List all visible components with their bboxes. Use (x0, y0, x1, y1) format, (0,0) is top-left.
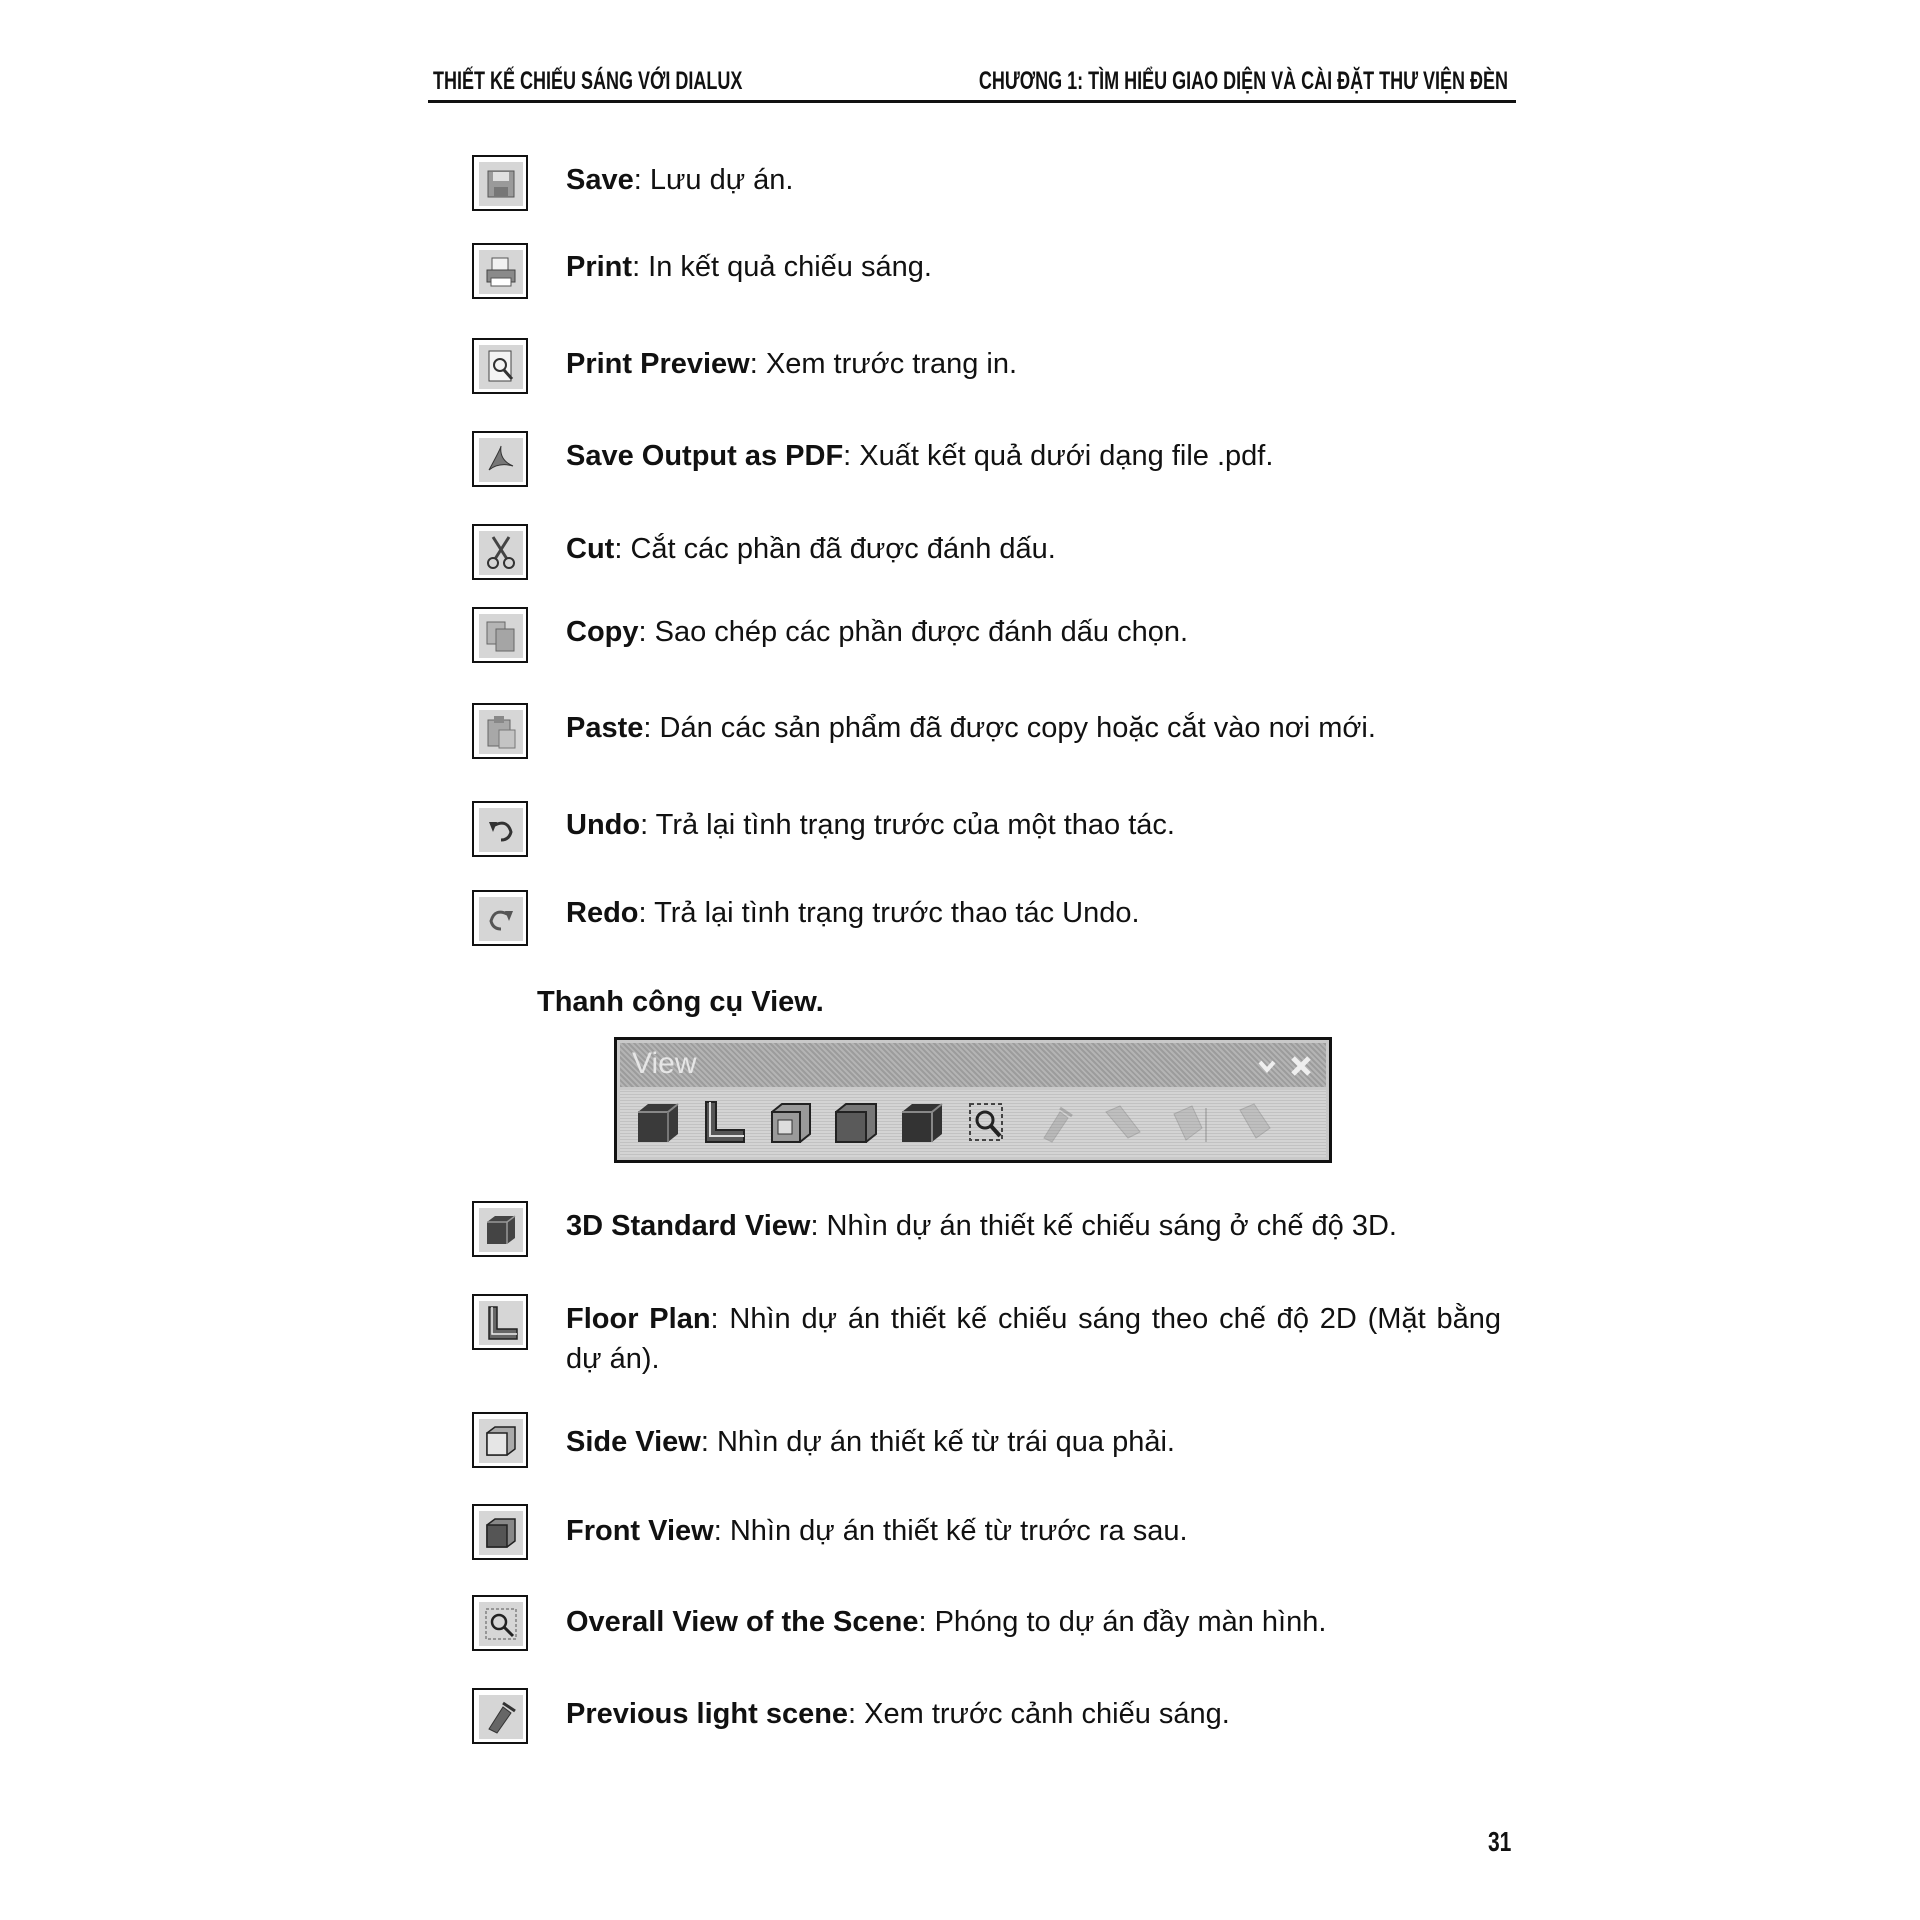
view-toolbar-window (614, 1037, 1332, 1163)
list-item-print (566, 247, 1501, 287)
3d-box-icon[interactable] (896, 1098, 950, 1148)
close-icon[interactable] (1288, 1053, 1314, 1079)
cut-icon (472, 524, 528, 580)
list-item-copy (566, 612, 1501, 652)
term: Copy (566, 616, 639, 648)
previous-light-scene-icon[interactable] (1030, 1098, 1084, 1148)
running-header-chapter-title: CHƯƠNG 1: TÌM HIỂU GIAO DIỆN VÀ CÀI ĐẶT THƯ VIỆN ĐÈN (978, 67, 1508, 95)
list-item-save (566, 160, 1501, 200)
print-icon (472, 243, 528, 299)
description: : Nhìn dự án thiết kế từ trước ra sau. (713, 1515, 1188, 1547)
description: : Sao chép các phần được đánh dấu chọn. (638, 616, 1189, 648)
description: : Phóng to dự án đầy màn hình. (918, 1606, 1327, 1638)
undo-icon (472, 801, 528, 857)
list-item-previous-light-scene (566, 1694, 1501, 1734)
term: Cut (566, 533, 615, 565)
overall-view-icon (472, 1595, 528, 1651)
front-view-icon[interactable] (830, 1098, 884, 1148)
pdf-icon (472, 431, 528, 487)
term: Save Output as PDF (566, 440, 844, 472)
copy-icon (472, 607, 528, 663)
save-icon (472, 155, 528, 211)
description: : Dán các sản phẩm đã được copy hoặc cắt vào nơi mới. (643, 712, 1376, 744)
description: : In kết quả chiếu sáng. (632, 251, 932, 283)
3d-standard-view-icon[interactable] (632, 1098, 686, 1148)
header-divider (428, 100, 1516, 103)
term: Previous light scene (566, 1698, 849, 1730)
paste-icon (472, 703, 528, 759)
term: Side View (566, 1426, 701, 1458)
description: : Lưu dự án. (633, 164, 794, 196)
list-item-front-view (566, 1511, 1501, 1551)
description: : Xem trước trang in. (749, 348, 1018, 380)
section-title-view-toolbar: Thanh công cụ View. (537, 986, 824, 1018)
floor-plan-icon[interactable] (698, 1098, 752, 1148)
side-view-icon[interactable] (764, 1098, 818, 1148)
running-header-book-title: THIẾT KẾ CHIẾU SÁNG VỚI DIALUX (433, 67, 743, 95)
floor-plan-icon (472, 1294, 528, 1350)
print-preview-icon (472, 338, 528, 394)
next-light-scene-icon[interactable] (1096, 1098, 1150, 1148)
term: Save (566, 164, 634, 196)
list-item-overall-view (566, 1602, 1501, 1642)
term: Overall View of the Scene (566, 1606, 919, 1638)
list-item-paste (566, 708, 1501, 748)
toolbar-buttons (620, 1090, 1326, 1157)
term: 3D Standard View (566, 1210, 811, 1242)
term: Print (566, 251, 633, 283)
light-scene-settings-icon[interactable] (1226, 1098, 1280, 1148)
toolbar-titlebar[interactable] (620, 1043, 1326, 1087)
description: : Xem trước cảnh chiếu sáng. (848, 1698, 1230, 1730)
term: Front View (566, 1515, 714, 1547)
previous-light-scene-icon (472, 1688, 528, 1744)
description: : Trả lại tình trạng trước của một thao tác. (640, 809, 1175, 841)
term: Redo (566, 897, 639, 929)
description: : Trả lại tình trạng trước thao tác Undo. (638, 897, 1140, 929)
term: Print Preview (566, 348, 750, 380)
term: Floor Plan (566, 1303, 711, 1335)
overall-view-icon[interactable] (960, 1098, 1014, 1148)
description: : Nhìn dự án thiết kế chiếu sáng theo chế độ 2D (Mặt bằng dự án). (566, 1303, 1501, 1375)
list-item-side-view (566, 1422, 1501, 1462)
3d-standard-view-icon (472, 1201, 528, 1257)
list-item-save-pdf (566, 436, 1501, 476)
term: Paste (566, 712, 644, 744)
list-item-floor-plan (566, 1299, 1501, 1379)
toolbar-title: View (632, 1047, 697, 1080)
description: : Xuất kết quả dưới dạng file .pdf. (843, 440, 1274, 472)
description: : Nhìn dự án thiết kế từ trái qua phải. (700, 1426, 1175, 1458)
list-item-cut (566, 529, 1501, 569)
chevron-down-icon[interactable] (1254, 1053, 1280, 1079)
side-view-icon (472, 1412, 528, 1468)
list-item-3d-standard-view (566, 1206, 1501, 1246)
redo-icon (472, 890, 528, 946)
light-scene-icon[interactable] (1162, 1098, 1216, 1148)
description: : Cắt các phần đã được đánh dấu. (614, 533, 1056, 565)
term: Undo (566, 809, 641, 841)
description: : Nhìn dự án thiết kế chiếu sáng ở chế độ 3D. (810, 1210, 1397, 1242)
list-item-redo (566, 893, 1501, 933)
list-item-undo (566, 805, 1501, 845)
page-number: 31 (1488, 1826, 1512, 1857)
front-view-icon (472, 1504, 528, 1560)
list-item-print-preview (566, 344, 1501, 384)
